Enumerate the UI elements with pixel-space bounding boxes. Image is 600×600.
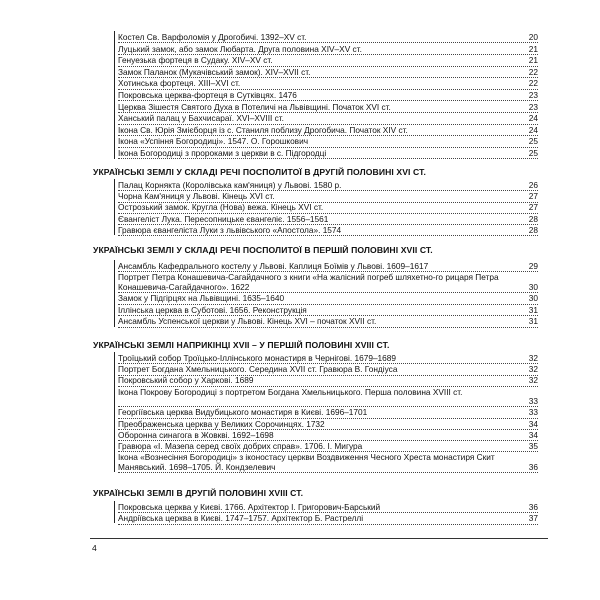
toc-entry[interactable] — [118, 453, 538, 473]
toc-entry-title: Андріївська церква в Києві. 1747–1757. Архітектор Б. Растреллі — [118, 514, 364, 524]
section-divider-line — [114, 31, 115, 159]
toc-entry-title: Гравюра «І. Мазепа серед своїх добрих справ». 1706. І. Мигура — [118, 442, 363, 451]
toc-entry-page: 24 — [528, 125, 538, 135]
toc-entry[interactable] — [118, 262, 538, 272]
toc-entry-page: 29 — [528, 262, 538, 271]
toc-entry[interactable] — [118, 215, 538, 225]
toc-entry[interactable] — [118, 149, 538, 159]
toc-entry-title: Замок у Підгірцях на Львівщині. 1635–1640 — [118, 294, 285, 304]
toc-entry-page: 31 — [528, 305, 538, 315]
toc-entry[interactable] — [118, 431, 538, 441]
toc-entry-title: Замок Паланок (Мукачівський замок). XIV–XVII ст. — [118, 67, 311, 77]
toc-entry[interactable] — [118, 45, 538, 55]
toc-entry-page: 30 — [528, 294, 538, 304]
toc-entry-page: 22 — [528, 79, 538, 89]
toc-entry-title: Портрет Богдана Хмельницького. Середина XVII ст. Гравюра В. Гондіуса — [118, 365, 398, 375]
toc-entry-title: Чорна Кам'яниця у Львові. Кінець XVI ст. — [118, 192, 275, 202]
toc-entry-page: 25 — [528, 137, 538, 147]
toc-entry[interactable] — [118, 365, 538, 375]
toc-entry-page: 34 — [528, 419, 538, 429]
toc-entry-title: Ікона «Успіння Богородиці». 1547. О. Горошкович — [118, 137, 309, 147]
toc-entry-page: 27 — [528, 203, 538, 213]
toc-entry-title: Генуезька фортеця в Судаку. XIV–XV ст. — [118, 56, 273, 66]
toc-entry-page: 36 — [528, 461, 538, 472]
toc-entry[interactable] — [118, 294, 538, 304]
toc-entry-page: 23 — [528, 91, 538, 100]
toc-entry-title: Ікона «Вознесіння Богородиці» з іконостасу церкви Воздвиження Чесного Хреста монастиря Скит Манявський. 1698–1705. Й. Кондзелевич — [118, 453, 495, 472]
toc-entry[interactable] — [118, 181, 538, 191]
toc-entry-title: Ікона Св. Юрія Змієборця із с. Станиля поблизу Дрогобича. Початок XIV ст. — [118, 125, 408, 135]
section-heading: УКРАЇНСЬКІ ЗЕМЛІ У СКЛАДІ РЕЧІ ПОСПОЛИТОЇ В ПЕРШІЙ ПОЛОВИНІ XVII СТ. — [93, 245, 433, 255]
section-divider-line — [114, 260, 115, 327]
toc-entry[interactable] — [118, 408, 538, 418]
toc-entry-title: Преображенська церква у Великих Сорочинцях. 1732 — [118, 419, 325, 429]
section-divider-line — [114, 352, 115, 472]
toc-entry[interactable] — [118, 514, 538, 524]
toc-entry[interactable] — [118, 91, 538, 101]
toc-entry[interactable] — [118, 192, 538, 202]
toc-entry-title: Гравюра євангеліста Луки з львівського «Апостола». 1574 — [118, 225, 342, 235]
toc-entry[interactable] — [118, 33, 538, 43]
toc-entry-title: Іллінська церква в Суботові. 1656. Реконструкція — [118, 305, 307, 315]
toc-entry[interactable] — [118, 306, 538, 316]
toc-entry[interactable] — [118, 126, 538, 136]
toc-entry-title: Церква Зішестя Святого Духа в Потеличі на Львівщині. Початок XVI ст. — [118, 102, 391, 112]
footer-rule — [90, 538, 548, 539]
section-heading: УКРАЇНСЬКІ ЗЕМЛІ У СКЛАДІ РЕЧІ ПОСПОЛИТОЇ В ДРУГІЙ ПОЛОВИНІ XVI СТ. — [93, 167, 426, 177]
toc-entry-title: Троїцький собор Троїцько-Іллінського монастиря в Чернігові. 1679–1689 — [118, 354, 397, 363]
section-divider-line — [114, 179, 115, 235]
toc-entry-page: 34 — [528, 430, 538, 440]
toc-entry-page: 32 — [528, 354, 538, 363]
toc-entry-title: Ансамбль Успенської церкви у Львові. Кінець XVI – початок XVII ст. — [118, 317, 377, 327]
toc-entry-title: Хотинська фортеця. XIII–XVI ст. — [118, 79, 241, 89]
toc-entry[interactable] — [118, 203, 538, 213]
toc-entry-page: 31 — [528, 317, 538, 327]
toc-entry[interactable] — [118, 376, 538, 386]
toc-entry-title: Костел Св. Варфоломія у Дрогобичі. 1392–XV ст. — [118, 33, 307, 42]
toc-entry[interactable] — [118, 388, 538, 408]
toc-entry-title: Оборонна синагога в Жовкві. 1692–1698 — [118, 430, 274, 440]
toc-entry-page: 27 — [528, 192, 538, 202]
toc-entry[interactable] — [118, 317, 538, 327]
toc-entry-title: Ансамбль Кафедрального костелу у Львові. Каплиця Боїмів у Львові. 1609–1617 — [118, 262, 429, 271]
toc-entry-page: 22 — [528, 67, 538, 77]
toc-entry[interactable] — [118, 114, 538, 124]
toc-entry-page: 32 — [528, 365, 538, 375]
toc-entry-page: 26 — [528, 181, 538, 190]
section-heading: УКРАЇНСЬКІ ЗЕМЛІ НАПРИКІНЦІ XVII – У ПЕРШІЙ ПОЛОВИНІ XVIII СТ. — [93, 340, 390, 350]
toc-entry-title: Портрет Петра Конашевича-Сагайдачного з книги «На жалісний погреб шляхетно-го рицаря Петра Конашевича-Сагайдачного». 1622 — [118, 273, 499, 292]
toc-entry[interactable] — [118, 226, 538, 236]
toc-entry-title: Ікона Богородиці з пророками з церкви в с. Підгородці — [118, 149, 327, 158]
toc-entry-page: 28 — [528, 225, 538, 235]
toc-entry-page: 33 — [528, 395, 538, 406]
toc-entry-title: Ікона Покрову Богородиці з портретом Богдана Хмельницького. Перша половина XVIII ст. — [118, 387, 463, 397]
toc-entry[interactable] — [118, 56, 538, 66]
toc-entry-page: 20 — [528, 33, 538, 42]
toc-entry[interactable] — [118, 68, 538, 78]
toc-entry[interactable] — [118, 354, 538, 364]
toc-entry-page: 35 — [528, 442, 538, 451]
toc-entry-page: 21 — [528, 44, 538, 54]
section-heading: УКРАЇНСЬКІ ЗЕМЛІ В ДРУГІЙ ПОЛОВИНІ XVIII СТ. — [93, 488, 304, 498]
toc-entry-title: Покровська церква-фортеця в Сутківцях. 1476 — [118, 91, 297, 100]
toc-entry-title: Покровський собор у Харкові. 1689 — [118, 376, 254, 386]
toc-entry-page: 32 — [528, 376, 538, 386]
toc-entry-page: 28 — [528, 214, 538, 224]
toc-entry-page: 36 — [528, 503, 538, 512]
toc-entry-page: 24 — [528, 114, 538, 124]
toc-entry-page: 21 — [528, 56, 538, 66]
toc-entry-title: Георгіївська церква Видубицького монастиря в Києві. 1696–1701 — [118, 408, 368, 418]
toc-entry-page: 25 — [528, 149, 538, 158]
page-number: 4 — [92, 543, 97, 553]
toc-entry-title: Ханський палац у Бахчисараї. XVI–XVIII ст. — [118, 114, 284, 124]
toc-entry[interactable] — [118, 137, 538, 147]
toc-entry[interactable] — [118, 442, 538, 452]
toc-entry-title: Луцький замок, або замок Любарта. Друга половина XIV–XV ст. — [118, 44, 362, 54]
toc-entry-title: Палац Корнякта (Королівська кам'яниця) у Львові. 1580 р. — [118, 181, 342, 190]
toc-entry-page: 23 — [528, 102, 538, 112]
toc-entry[interactable] — [118, 503, 538, 513]
toc-entry-title: Покровська церква у Києві. 1766. Архітектор І. Григорович-Барський — [118, 503, 381, 512]
section-divider-line — [114, 501, 115, 523]
toc-entry-title: Острозький замок. Кругла (Нова) вежа. Кінець XVI ст. — [118, 203, 324, 213]
toc-entry-page: 33 — [528, 408, 538, 418]
toc-entry[interactable] — [118, 79, 538, 89]
toc-entry[interactable] — [118, 420, 538, 430]
toc-entry-page: 37 — [528, 514, 538, 524]
toc-entry[interactable] — [118, 103, 538, 113]
toc-entry-title: Євангеліст Лука. Пересопницьке євангеліє. 1556–1561 — [118, 214, 329, 224]
toc-entry-page: 30 — [528, 281, 538, 292]
toc-entry[interactable] — [118, 273, 538, 293]
